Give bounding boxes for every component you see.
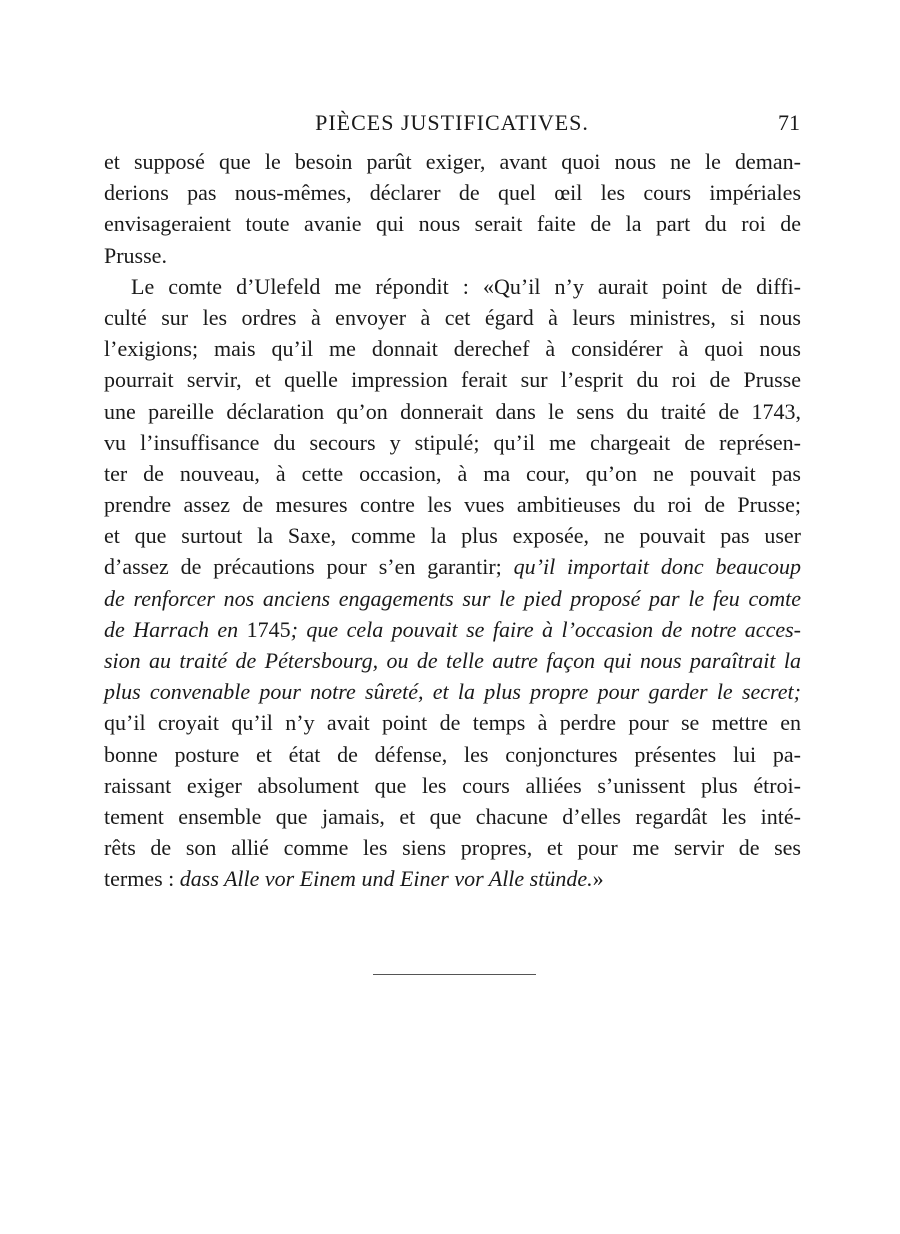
italic-run: dass Alle vor Einem und Einer vor Alle stünde. (179, 866, 593, 892)
text-line (104, 707, 801, 738)
text-run: l’exigions; mais qu’il me donnait derechef à considérer à quoi nous (104, 336, 801, 362)
text-run: termes : (104, 866, 180, 892)
body-text (104, 146, 801, 895)
text-run: d’assez de précautions pour s’en garantir; (104, 554, 514, 580)
text-line (104, 302, 801, 333)
text-line (104, 427, 801, 458)
text-run: une pareille déclaration qu’on donnerait dans le sens du traité de 1743, (104, 398, 801, 424)
text-line (104, 520, 801, 551)
italic-run: ; que cela pouvait se faire à l’occasion de notre acces- (290, 616, 801, 642)
text-line (104, 240, 801, 271)
text-run: rêts de son allié comme les siens propres, et pour me servir de ses (104, 835, 801, 861)
italic-run: de renforcer nos anciens engagements sur le pied proposé par le feu comte (104, 585, 801, 611)
italic-run: de Harrach en (104, 616, 247, 642)
text-line (104, 645, 801, 676)
text-line (104, 863, 801, 894)
text-run: tement ensemble que jamais, et que chacune d’elles regardât les inté- (104, 803, 801, 829)
text-line (104, 146, 801, 177)
text-line (104, 801, 801, 832)
text-run: Le comte d’Ulefeld me répondit : «Qu’il n’y aurait point de diffi- (131, 273, 801, 299)
italic-run: qu’il importait donc beaucoup (513, 554, 801, 580)
text-run: raissant exiger absolument que les cours alliées s’unissent plus étroi- (104, 772, 801, 798)
text-run: vu l’insuffisance du secours y stipulé; qu’il me chargeait de représen- (104, 429, 801, 455)
running-title: PIÈCES JUSTIFICATIVES. (315, 110, 589, 135)
text-run: derions pas nous-mêmes, déclarer de quel œil les cours impériales (104, 180, 801, 206)
text-run: qu’il croyait qu’il n’y avait point de temps à perdre pour se mettre en (104, 710, 801, 736)
text-run: prendre assez de mesures contre les vues ambitieuses du roi de Prusse; (104, 492, 801, 518)
text-line (104, 333, 801, 364)
text-line (104, 489, 801, 520)
text-run: pourrait servir, et quelle impression ferait sur l’esprit du roi de Prusse (104, 367, 801, 393)
text-line (104, 770, 801, 801)
text-line (104, 583, 801, 614)
text-run: bonne posture et état de défense, les conjonctures présentes lui pa- (104, 741, 801, 767)
text-line (104, 739, 801, 770)
text-line (104, 396, 801, 427)
text-line (104, 364, 801, 395)
text-run: 1745 (246, 616, 291, 642)
page-number: 71 (778, 110, 800, 135)
text-line (104, 208, 801, 239)
text-line (104, 614, 801, 645)
text-run: et que surtout la Saxe, comme la plus exposée, ne pouvait pas user (104, 523, 801, 549)
text-line (104, 458, 801, 489)
italic-run: sion au traité de Pétersbourg, ou de telle autre façon qui nous paraîtrait la (104, 648, 801, 673)
text-line (104, 271, 801, 302)
end-rule (373, 974, 536, 975)
text-run: culté sur les ordres à envoyer à cet égard à leurs ministres, si nous (104, 304, 801, 330)
text-run: Prusse. (104, 242, 167, 268)
text-line (104, 832, 801, 863)
text-line (104, 551, 801, 582)
italic-run: plus convenable pour notre sûreté, et la plus propre pour garder le secret; (104, 679, 801, 705)
text-run: et supposé que le besoin parût exiger, avant quoi nous ne le deman- (104, 149, 801, 174)
running-head (104, 108, 800, 138)
text-line (104, 676, 801, 707)
text-run: envisageraient toute avanie qui nous serait faite de la part du roi de (104, 211, 801, 237)
text-line (104, 177, 801, 208)
text-run: ter de nouveau, à cette occasion, à ma cour, qu’on ne pouvait pas (104, 460, 801, 486)
text-run: » (592, 866, 604, 892)
